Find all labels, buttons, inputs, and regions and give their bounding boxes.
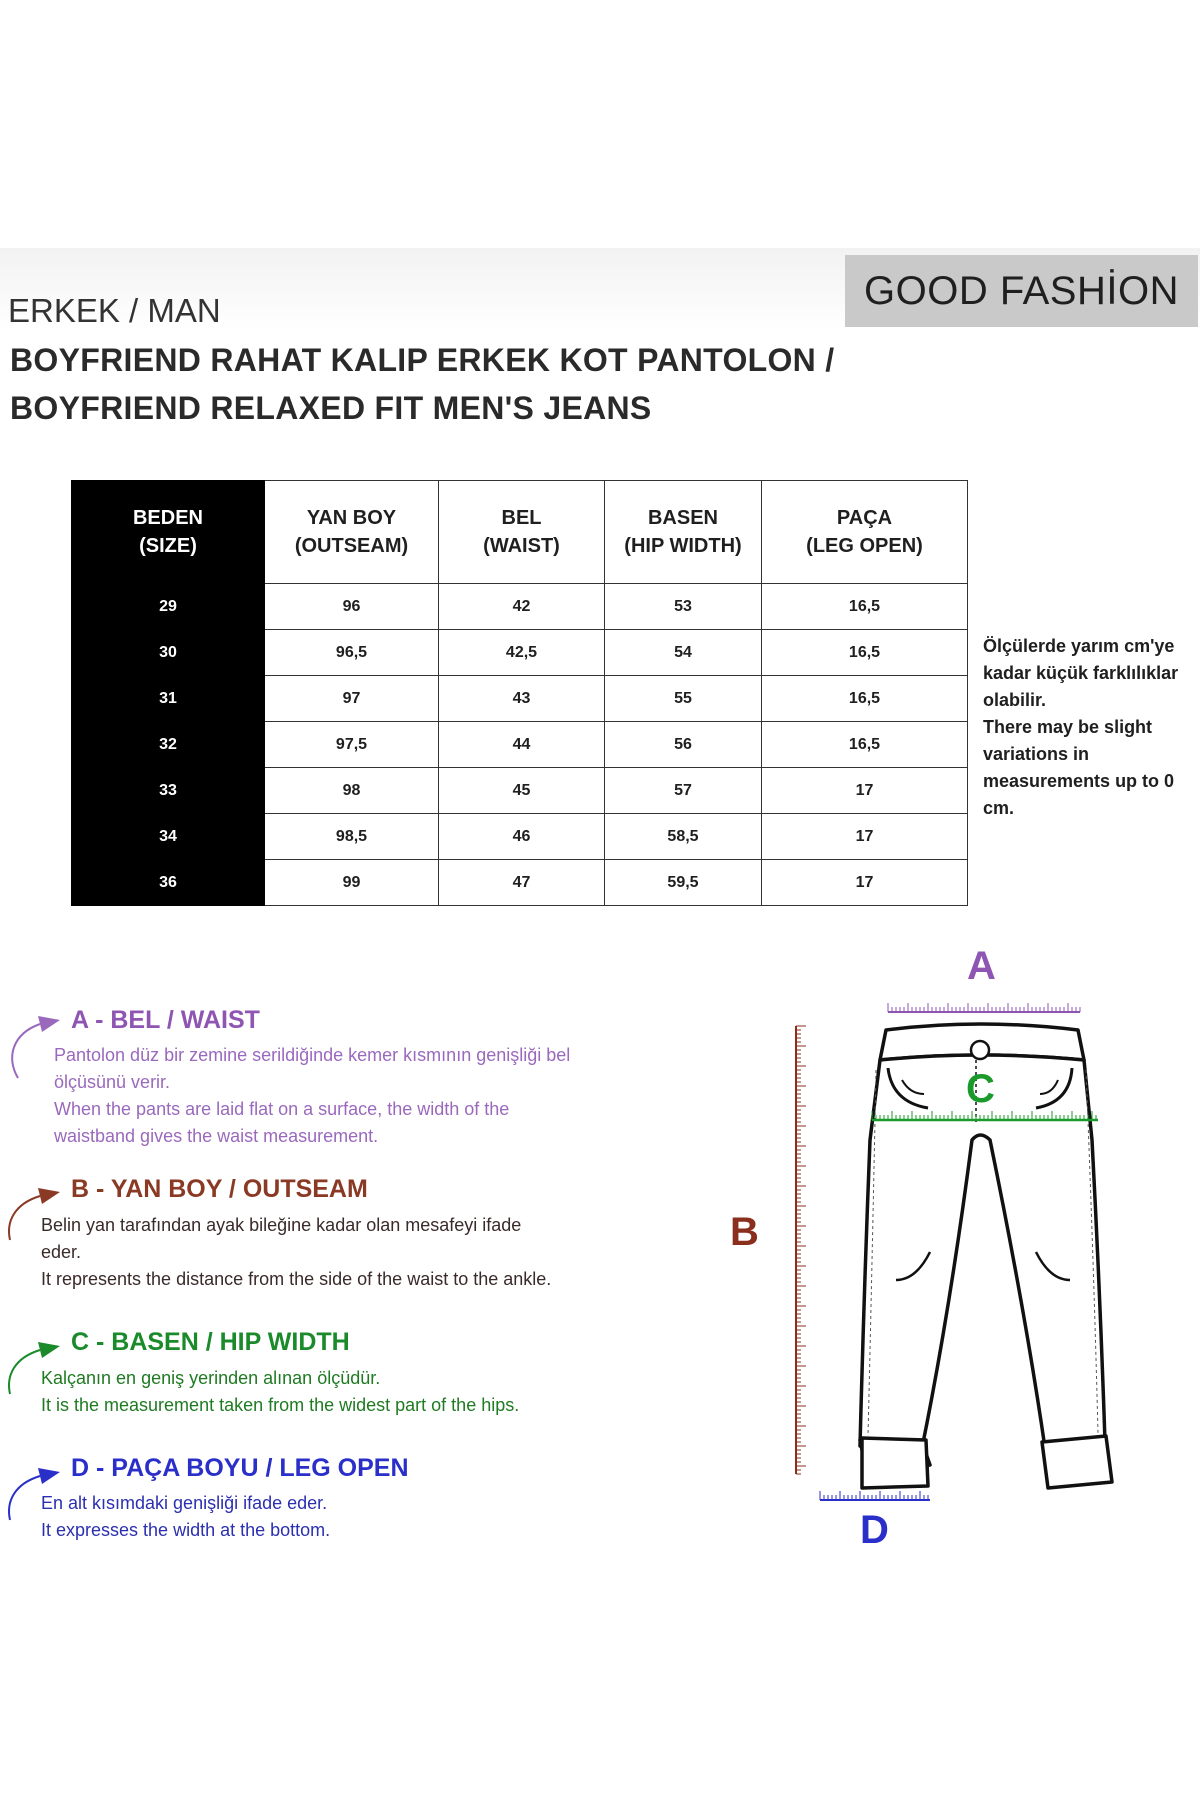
- table-row: [72, 676, 968, 722]
- size-cell: 30: [72, 630, 265, 676]
- diagram-label-b: B: [730, 1210, 759, 1254]
- outseam-cell: 97,5: [265, 722, 439, 768]
- diagram-label-a: A: [967, 944, 996, 988]
- leg-open-cell: 17: [762, 768, 968, 814]
- legend-line: Kalçanın en geniş yerinden alınan ölçüdür.: [41, 1368, 381, 1388]
- waist-cell: 46: [439, 814, 605, 860]
- legend-line: waistband gives the waist measurement.: [54, 1126, 379, 1146]
- table-row: [72, 768, 968, 814]
- legend-hip-description: [41, 1365, 519, 1419]
- note-line: olabilir.: [983, 690, 1047, 710]
- legend-line: eder.: [41, 1242, 82, 1262]
- outseam-ruler: [796, 1026, 806, 1474]
- brand-logo: GOOD FASHİON: [845, 255, 1198, 327]
- header-leg-open: PAÇA (LEG OPEN): [762, 481, 968, 584]
- note-line: cm.: [983, 798, 1015, 818]
- hip-cell: 53: [605, 584, 762, 630]
- size-cell: 34: [72, 814, 265, 860]
- table-row: [72, 722, 968, 768]
- header-size: BEDEN (SIZE): [72, 481, 265, 584]
- button-icon: [971, 1041, 989, 1059]
- outseam-cell: 96: [265, 584, 439, 630]
- leg-open-ruler: [820, 1491, 930, 1500]
- hip-cell: 56: [605, 722, 762, 768]
- legend-line: When the pants are laid flat on a surface, the width of the: [54, 1099, 510, 1119]
- diagram-label-c: C: [966, 1067, 995, 1111]
- hip-cell: 55: [605, 676, 762, 722]
- note-line: measurements up to 0: [983, 771, 1175, 791]
- product-title-en: BOYFRIEND RELAXED FIT MEN'S JEANS: [10, 390, 652, 426]
- waist-cell: 45: [439, 768, 605, 814]
- category-label: ERKEK / MAN: [8, 292, 221, 329]
- outseam-cell: 97: [265, 676, 439, 722]
- waist-cell: 42,5: [439, 630, 605, 676]
- size-chart-table: [71, 480, 968, 906]
- hip-cell: 54: [605, 630, 762, 676]
- waist-cell: 43: [439, 676, 605, 722]
- measurement-tolerance-note: [983, 633, 1200, 822]
- size-cell: 36: [72, 860, 265, 906]
- header-waist: BEL (WAIST): [439, 481, 605, 584]
- size-cell: 33: [72, 768, 265, 814]
- diagram-label-d: D: [860, 1508, 889, 1552]
- legend-leg-open-description: [41, 1490, 330, 1544]
- product-title-tr: BOYFRIEND RAHAT KALIP ERKEK KOT PANTOLON /: [10, 342, 835, 378]
- leg-open-cell: 16,5: [762, 630, 968, 676]
- outseam-cell: 96,5: [265, 630, 439, 676]
- table-row: [72, 584, 968, 630]
- legend-line: En alt kısımdaki genişliği ifade eder.: [41, 1493, 328, 1513]
- note-line: variations in: [983, 744, 1090, 764]
- hip-cell: 58,5: [605, 814, 762, 860]
- waist-ruler: [888, 1003, 1080, 1012]
- size-cell: 29: [72, 584, 265, 630]
- legend-line: It represents the distance from the side of the waist to the ankle.: [41, 1269, 552, 1289]
- note-line: Ölçülerde yarım cm'ye: [983, 636, 1175, 656]
- outseam-cell: 98: [265, 768, 439, 814]
- header-hip-width: BASEN (HIP WIDTH): [605, 481, 762, 584]
- legend-line: Belin yan tarafından ayak bileğine kadar olan mesafeyi ifade: [41, 1215, 522, 1235]
- table-row: [72, 814, 968, 860]
- size-table-header-row: [72, 481, 968, 584]
- outseam-cell: 98,5: [265, 814, 439, 860]
- legend-hip-heading: C - BASEN / HIP WIDTH: [71, 1328, 350, 1356]
- legend-outseam-description: [41, 1212, 551, 1293]
- legend-line: Pantolon düz bir zemine serildiğinde kemer kısmının genişliği bel: [54, 1045, 571, 1065]
- note-line: There may be slight: [983, 717, 1153, 737]
- header-outseam: YAN BOY (OUTSEAM): [265, 481, 439, 584]
- leg-open-cell: 16,5: [762, 584, 968, 630]
- leg-open-cell: 17: [762, 814, 968, 860]
- table-row: [72, 860, 968, 906]
- outseam-cell: 99: [265, 860, 439, 906]
- legend-leg-open-heading: D - PAÇA BOYU / LEG OPEN: [71, 1454, 409, 1482]
- legend-waist-description: [54, 1042, 570, 1150]
- table-row: [72, 630, 968, 676]
- legend-outseam-heading: B - YAN BOY / OUTSEAM: [71, 1175, 368, 1203]
- waist-ruler-ticks: [888, 1003, 1080, 1012]
- leg-open-cell: 16,5: [762, 676, 968, 722]
- hip-cell: 59,5: [605, 860, 762, 906]
- legend-line: ölçüsünü verir.: [54, 1072, 171, 1092]
- outseam-ruler-ticks: [796, 1026, 806, 1474]
- size-cell: 31: [72, 676, 265, 722]
- waist-cell: 47: [439, 860, 605, 906]
- leg-open-cell: 17: [762, 860, 968, 906]
- note-line: kadar küçük farklılıklar: [983, 663, 1179, 683]
- hip-cell: 57: [605, 768, 762, 814]
- waist-cell: 44: [439, 722, 605, 768]
- size-cell: 32: [72, 722, 265, 768]
- legend-line: It expresses the width at the bottom.: [41, 1520, 331, 1540]
- leg-open-ruler-ticks: [820, 1491, 928, 1500]
- leg-open-cell: 16,5: [762, 722, 968, 768]
- waist-cell: 42: [439, 584, 605, 630]
- legend-line: It is the measurement taken from the widest part of the hips.: [41, 1395, 520, 1415]
- legend-waist-heading: A - BEL / WAIST: [71, 1006, 260, 1034]
- jeans-measurement-diagram: [780, 990, 1180, 1510]
